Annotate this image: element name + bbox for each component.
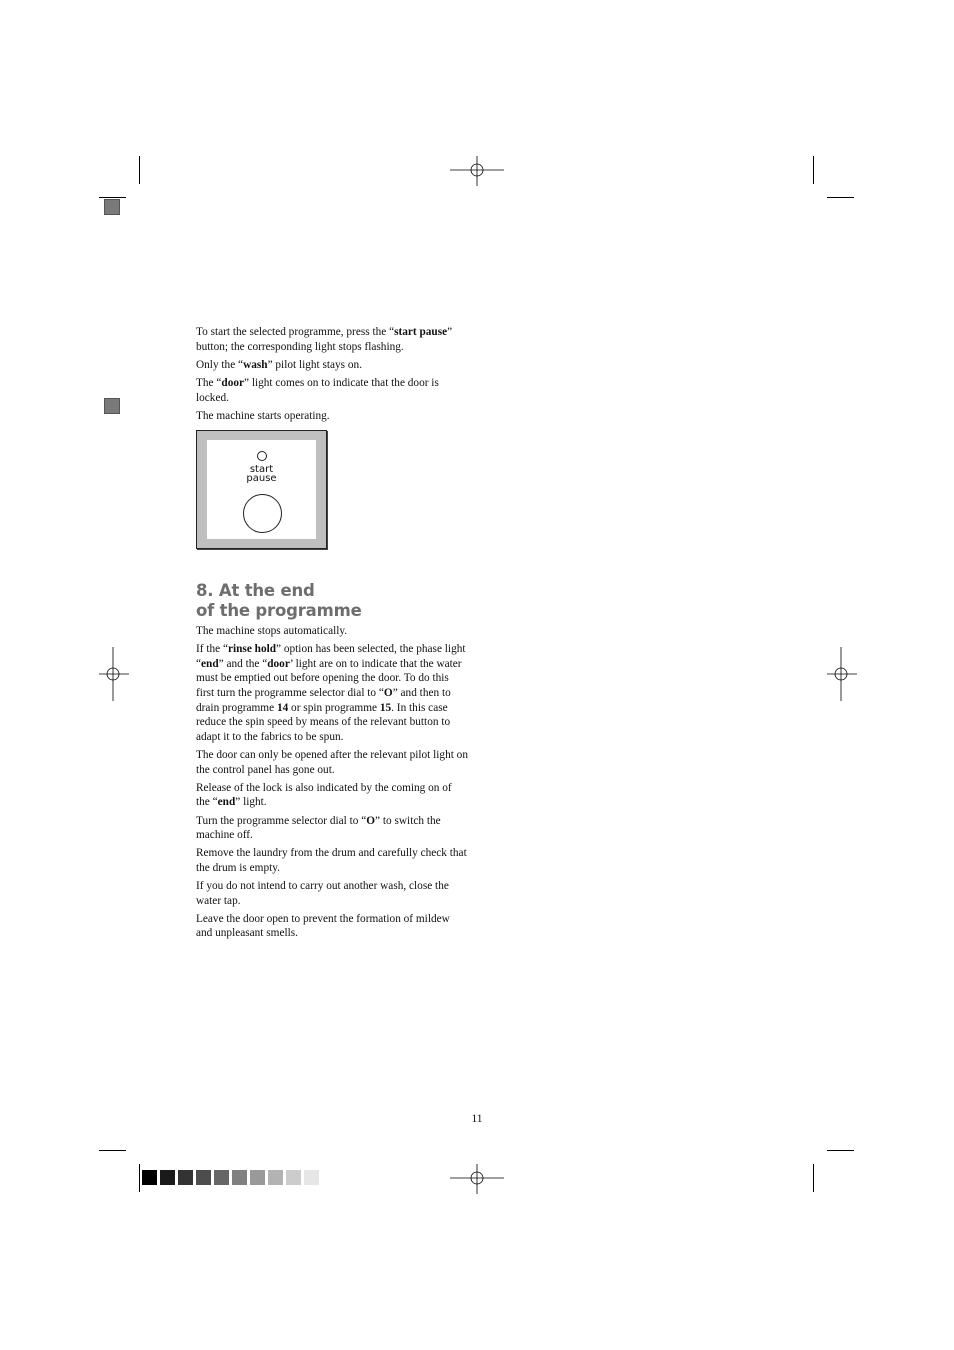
section-paragraph-2: If the “rinse hold” option has been selected, the phase light “end” and the “door’ light are on to indicate that the water must be emptied out before opening the door. To do this first turn the programme selector dial to “O” and then to drain programme 14 or spin programme 15. In this case reduce the spin speed by means of the relevant button to adapt it to the fabrics to be spun. <box>196 643 466 743</box>
intro-text <box>196 325 468 427</box>
registration-mark-bottom-icon <box>450 1164 504 1194</box>
gray-swatch <box>196 1170 211 1185</box>
indicator-light-icon <box>257 451 267 461</box>
gray-swatch <box>232 1170 247 1185</box>
section-heading-line-2: of the programme <box>196 600 362 620</box>
gray-swatch <box>142 1170 157 1185</box>
crop-mark-bottom-right-v <box>813 1164 814 1192</box>
crop-mark-top-left-v <box>139 156 140 184</box>
crop-mark-bottom-left-v <box>139 1164 140 1192</box>
section-paragraph-6: Remove the laundry from the drum and carefully check that the drum is empty. <box>196 847 467 874</box>
gray-swatch <box>178 1170 193 1185</box>
crop-mark-bottom-right-h <box>827 1150 854 1151</box>
registration-mark-top-icon <box>450 156 504 186</box>
gray-swatch <box>160 1170 175 1185</box>
gray-swatch <box>286 1170 301 1185</box>
section-paragraph-8: Leave the door open to prevent the formation of mildew and unpleasant smells. <box>196 912 450 940</box>
section-paragraph-7: If you do not intend to carry out another wash, close the water tap. <box>196 880 449 907</box>
section-paragraph-1: The machine stops automatically. <box>196 625 348 637</box>
section-heading <box>196 581 362 620</box>
gray-swatch <box>214 1170 229 1185</box>
gray-swatch <box>268 1170 283 1185</box>
intro-paragraph-1: To start the selected programme, press the “start pause” button; the corresponding light stops flashing. <box>196 326 453 353</box>
start-pause-illustration <box>196 430 327 549</box>
crop-mark-top-right-h <box>827 197 854 198</box>
intro-paragraph-4: The machine starts operating. <box>196 409 330 422</box>
crop-mark-top-left-h <box>99 197 126 198</box>
intro-paragraph-3: The “door” light comes on to indicate that the door is locked. <box>196 376 439 404</box>
button-label-pause: pause <box>246 473 277 484</box>
section-body <box>196 624 468 945</box>
page-number: 11 <box>471 1113 483 1125</box>
section-paragraph-5: Turn the programme selector dial to “O” to switch the machine off. <box>196 814 441 842</box>
intro-paragraph-2: Only the “wash” pilot light stays on. <box>196 358 363 371</box>
crop-mark-top-right-v <box>813 156 814 184</box>
section-paragraph-3: The door can only be opened after the relevant pilot light on the control panel has gone out. <box>196 748 468 776</box>
registration-mark-left-icon <box>99 647 129 701</box>
section-heading-line-1: 8. At the end <box>196 581 315 600</box>
crop-mark-bottom-left-h <box>99 1150 126 1151</box>
registration-mark-right-icon <box>827 647 857 701</box>
start-pause-button-icon <box>243 494 282 533</box>
button-label-start: start <box>249 464 274 475</box>
gray-swatch <box>250 1170 265 1185</box>
section-paragraph-4: Release of the lock is also indicated by the coming on of the “end” light. <box>196 781 452 809</box>
side-marker-lower <box>104 398 120 414</box>
side-marker-upper <box>104 199 120 215</box>
panel-face <box>207 440 316 539</box>
gray-swatch <box>304 1170 319 1185</box>
